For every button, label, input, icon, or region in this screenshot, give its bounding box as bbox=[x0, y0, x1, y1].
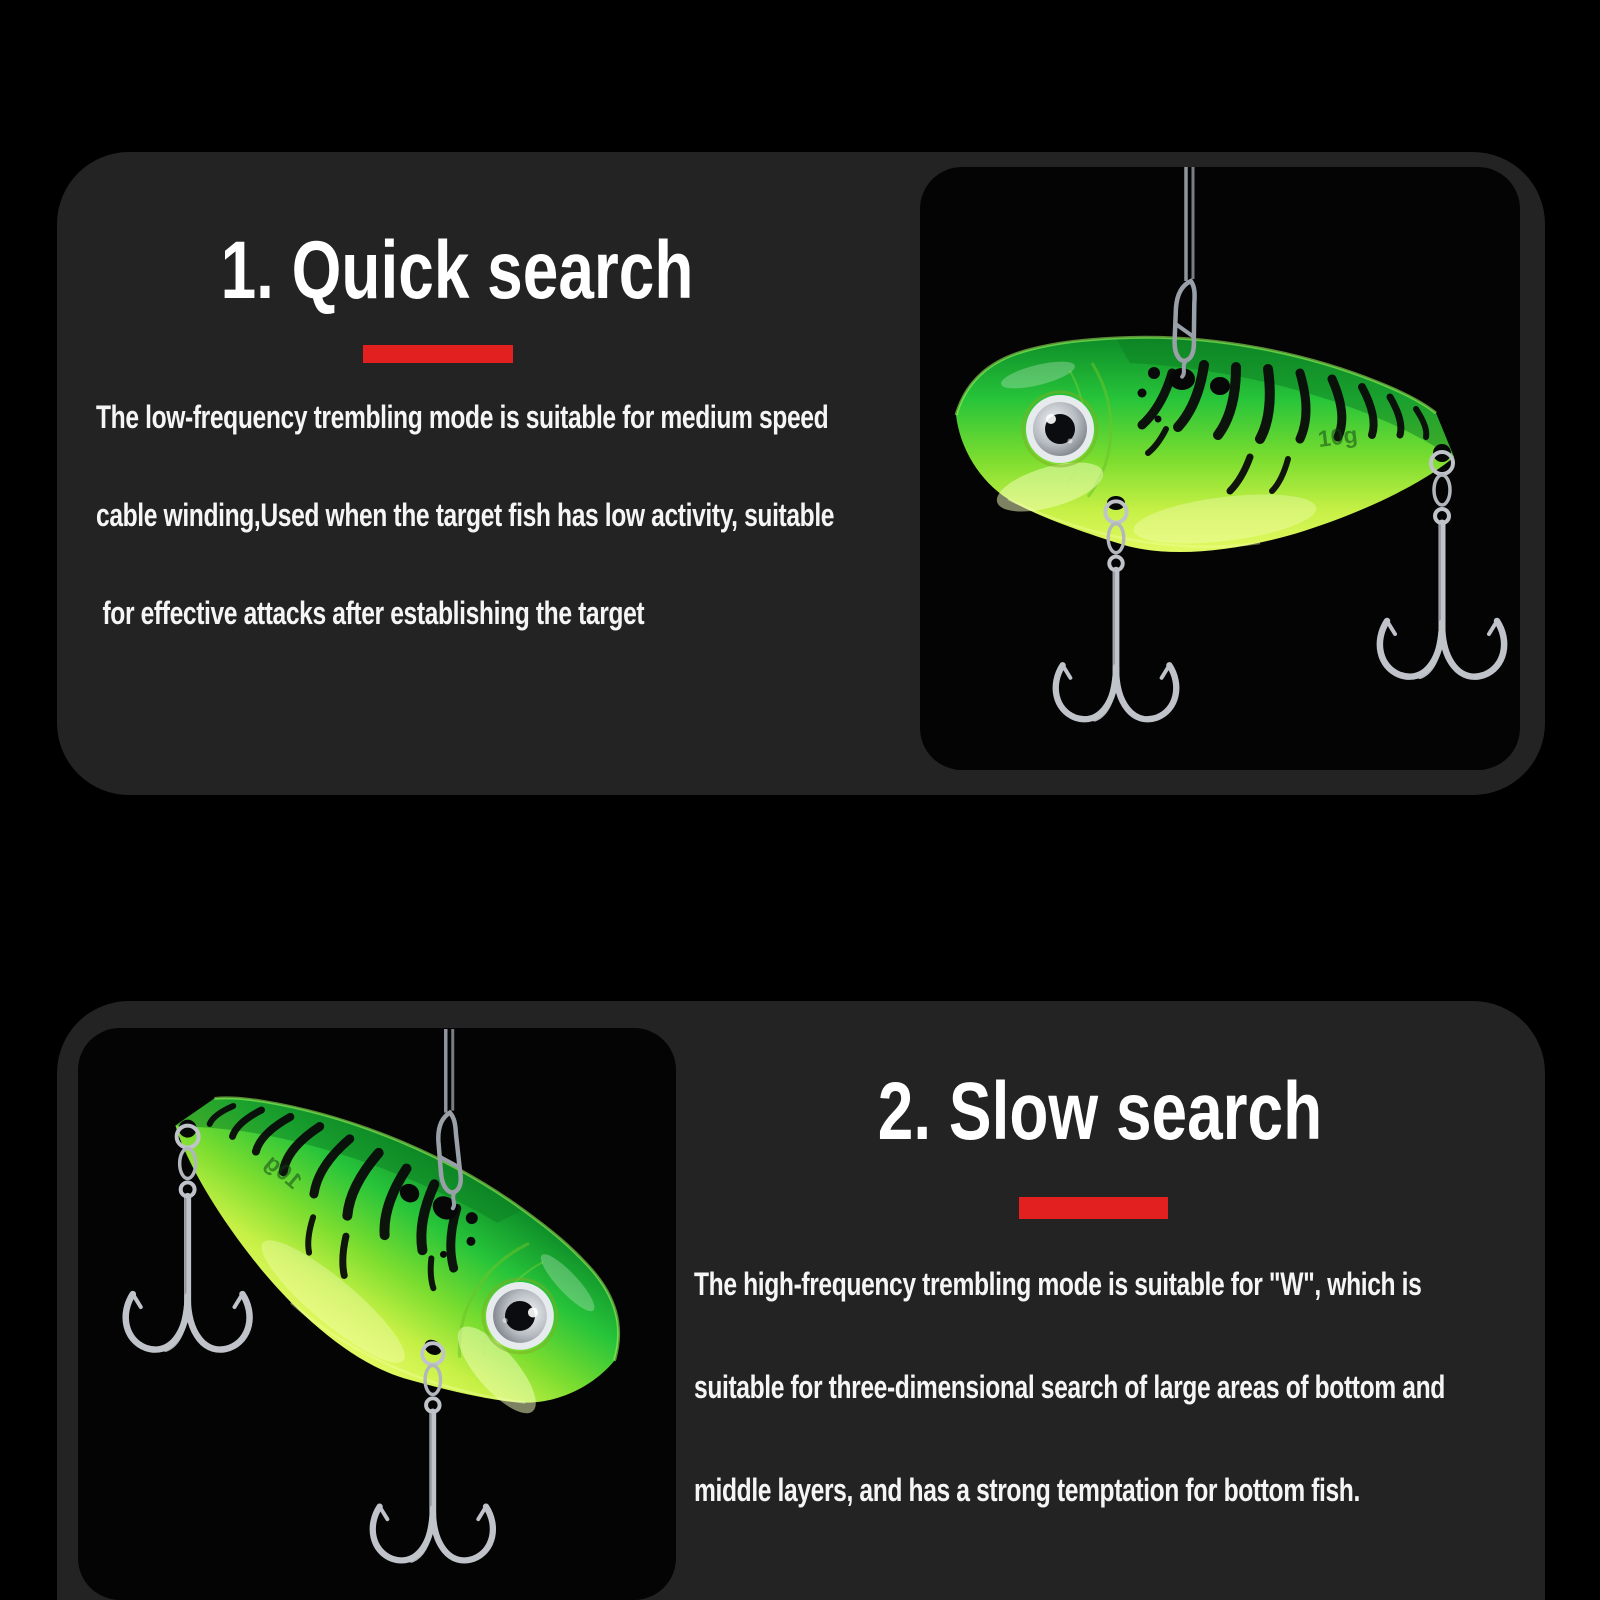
title-underline-accent bbox=[363, 345, 513, 363]
section-1-paragraph bbox=[96, 368, 1055, 662]
paragraph-line: for effective attacks after establishing the target bbox=[96, 595, 645, 631]
section-2-paragraph bbox=[694, 1233, 1600, 1542]
lure-illustration bbox=[78, 1028, 676, 1600]
section-slow-search bbox=[57, 1001, 1545, 1600]
lure-body bbox=[124, 1028, 657, 1475]
lure-body bbox=[956, 337, 1454, 552]
title-underline-accent bbox=[1019, 1197, 1168, 1219]
lure-photo-facing-right bbox=[78, 1028, 676, 1600]
paragraph-line: middle layers, and has a strong temptation for bottom fish. bbox=[694, 1472, 1360, 1508]
paragraph-line: The low-frequency trembling mode is suitable for medium speed bbox=[96, 399, 829, 435]
paragraph-line: cable winding,Used when the target fish has low activity, suitable bbox=[96, 497, 835, 533]
paragraph-line: The high-frequency trembling mode is suitable for "W", which is bbox=[694, 1266, 1422, 1302]
section-quick-search bbox=[57, 152, 1545, 795]
lure-illustration bbox=[920, 167, 1520, 770]
paragraph-line: suitable for three-dimensional search of large areas of bottom and bbox=[694, 1369, 1445, 1405]
section-2-title: 2. Slow search bbox=[877, 1066, 1323, 1157]
section-1-title: 1. Quick search bbox=[220, 225, 694, 316]
lure-photo-facing-left bbox=[920, 167, 1520, 770]
